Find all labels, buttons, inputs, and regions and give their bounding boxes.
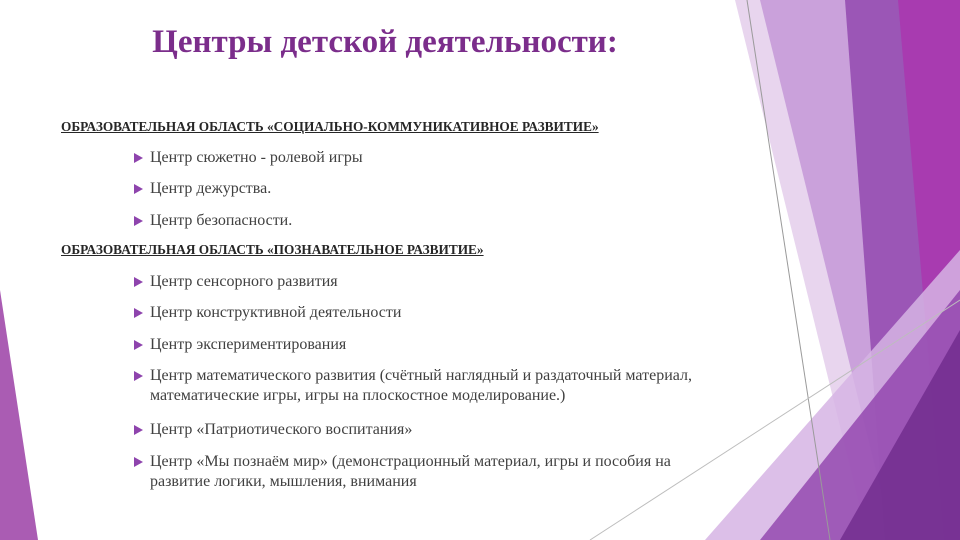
section-heading: ОБРАЗОВАТЕЛЬНАЯ ОБЛАСТЬ «ПОЗНАВАТЕЛЬНОЕ РАЗВИТИЕ»	[61, 242, 484, 257]
list-item: Центр «Мы познаём мир» (демонстрационный материал, игры и пособия на развитие логики, мышления, внимания	[134, 452, 734, 492]
decor-left-shape	[0, 290, 38, 540]
list-item: Центр «Патриотического воспитания»	[134, 420, 734, 440]
list-item: Центр сенсорного развития	[134, 272, 734, 292]
triangle-right-icon	[134, 308, 143, 318]
triangle-right-icon	[134, 425, 143, 435]
list-item: Центр сюжетно - ролевой игры	[134, 148, 734, 168]
list-item: Центр безопасности.	[134, 211, 734, 231]
triangle-right-icon	[134, 216, 143, 226]
list-item: Центр конструктивной деятельности	[134, 303, 734, 323]
section-heading: ОБРАЗОВАТЕЛЬНАЯ ОБЛАСТЬ «СОЦИАЛЬНО-КОММУНИКАТИВНОЕ РАЗВИТИЕ»	[61, 119, 599, 134]
triangle-right-icon	[134, 457, 143, 467]
triangle-right-icon	[134, 153, 143, 163]
list-item: Центр дежурства.	[134, 179, 734, 199]
list-item: Центр экспериментирования	[134, 335, 734, 355]
triangle-right-icon	[134, 371, 143, 381]
page-title: Центры детской деятельности:	[152, 24, 618, 60]
triangle-right-icon	[134, 277, 143, 287]
triangle-right-icon	[134, 340, 143, 350]
list-item: Центр математического развития (счётный наглядный и раздаточный материал, математические игры, игры на плоскостное моделирование.)	[134, 366, 734, 406]
triangle-right-icon	[134, 184, 143, 194]
